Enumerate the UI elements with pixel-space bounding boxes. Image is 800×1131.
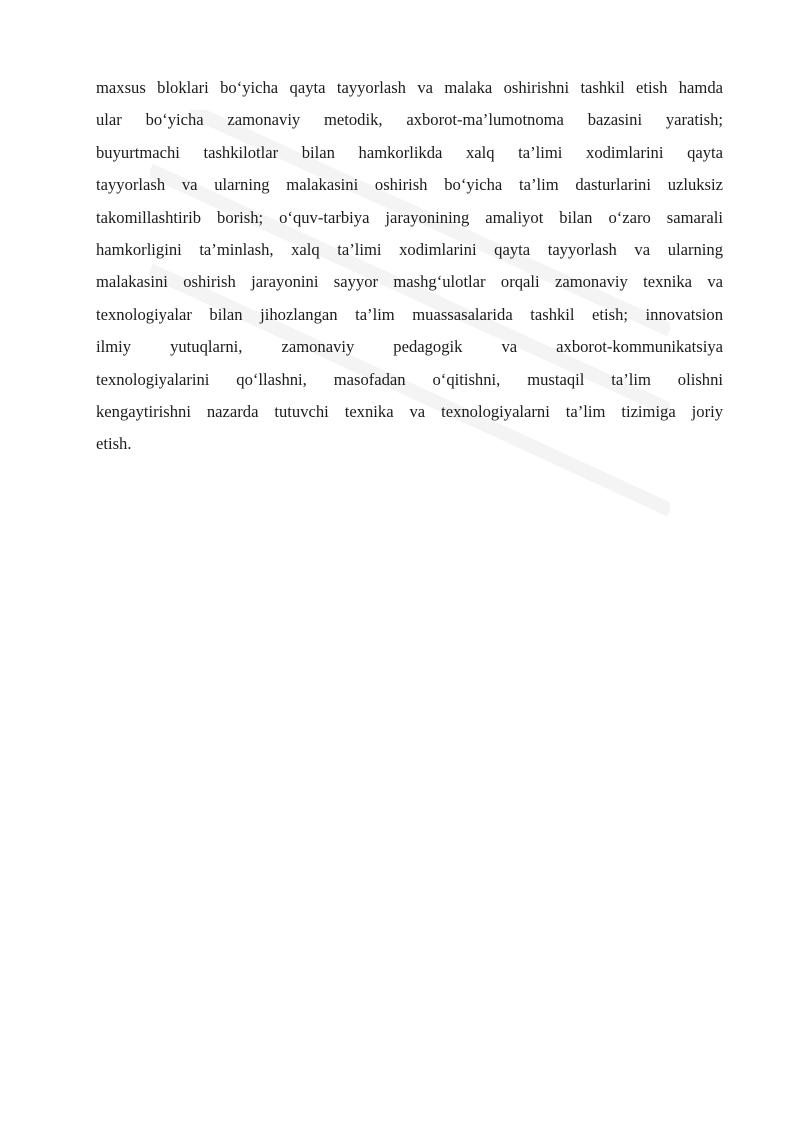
paragraph-line: texnologiyalar bilan jihozlangan ta’lim muassasalarida tashkil etish; innovatsion — [96, 304, 723, 324]
paragraph-line: malakasini oshirish jarayonini sayyor mashg‘ulotlar orqali zamonaviy texnika va — [96, 272, 723, 292]
paragraph-line: texnologiyalarini qo‘llashni, masofadan o‘qitishni, mustaqil ta’lim olishni — [96, 369, 723, 389]
paragraph-line: buyurtmachi tashkilotlar bilan hamkorlikda xalq ta’limi xodimlarini qayta — [96, 142, 723, 162]
body-paragraph — [96, 72, 723, 461]
paragraph-line: ilmiy yutuqlarni, zamonaviy pedagogik va axborot-kommunikatsiya — [96, 337, 723, 357]
paragraph-line: hamkorligini ta’minlash, xalq ta’limi xodimlarini qayta tayyorlash va ularning — [96, 240, 723, 260]
paragraph-line: takomillashtirib borish; o‘quv-tarbiya jarayonining amaliyot bilan o‘zaro samarali — [96, 207, 723, 227]
paragraph-line: kengaytirishni nazarda tutuvchi texnika va texnologiyalarni ta’lim tizimiga joriy — [96, 402, 723, 422]
paragraph-line: ular bo‘yicha zamonaviy metodik, axborot-ma’lumotnoma bazasini yaratish; — [96, 110, 723, 130]
paragraph-line: tayyorlash va ularning malakasini oshirish bo‘yicha ta’lim dasturlarini uzluksiz — [96, 175, 723, 195]
paragraph-line-last: etish. — [96, 434, 132, 454]
paragraph-line: maxsus bloklari bo‘yicha qayta tayyorlash va malaka oshirishni tashkil etish hamda — [96, 78, 723, 97]
